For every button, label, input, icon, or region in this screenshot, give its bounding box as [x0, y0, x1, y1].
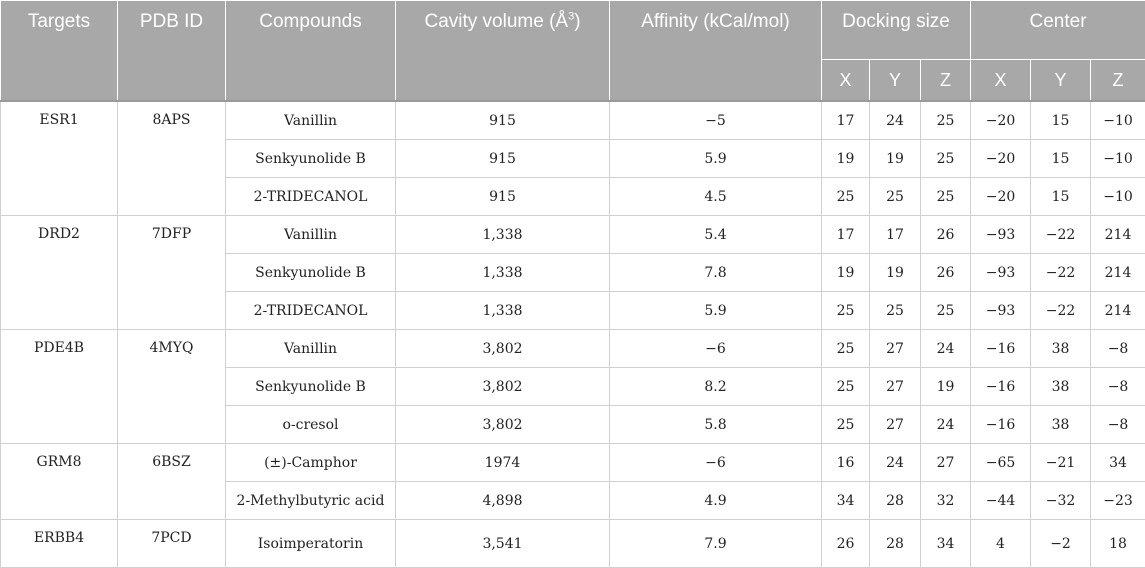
compound-cell: (±)-Camphor — [226, 444, 396, 482]
docking-size-z-cell: 25 — [921, 178, 971, 216]
cavity-volume-cell: 3,541 — [396, 520, 610, 568]
center-y-cell: −21 — [1031, 444, 1091, 482]
cavity-volume-cell: 915 — [396, 178, 610, 216]
pdb-id-cell: 7DFP — [118, 216, 226, 330]
header-center-z: Z — [1091, 60, 1145, 102]
center-x-cell: −93 — [971, 216, 1031, 254]
affinity-cell: 5.9 — [610, 292, 822, 330]
center-y-cell: 38 — [1031, 368, 1091, 406]
docking-size-z-cell: 26 — [921, 216, 971, 254]
center-z-cell: −8 — [1091, 330, 1145, 368]
target-cell: DRD2 — [1, 216, 118, 330]
docking-size-z-cell: 32 — [921, 482, 971, 520]
center-x-cell: −16 — [971, 406, 1031, 444]
center-z-cell: 34 — [1091, 444, 1145, 482]
compound-cell: 2-TRIDECANOL — [226, 178, 396, 216]
cavity-volume-cell: 3,802 — [396, 368, 610, 406]
docking-size-y-cell: 17 — [870, 216, 921, 254]
table-header — [1, 1, 1145, 102]
center-y-cell: −2 — [1031, 520, 1091, 568]
center-x-cell: 4 — [971, 520, 1031, 568]
center-z-cell: 214 — [1091, 216, 1145, 254]
affinity-cell: 5.9 — [610, 140, 822, 178]
center-z-cell: −23 — [1091, 482, 1145, 520]
docking-size-z-cell: 25 — [921, 101, 971, 140]
center-z-cell: −10 — [1091, 101, 1145, 140]
compound-cell: Senkyunolide B — [226, 254, 396, 292]
header-compounds: Compounds — [226, 1, 396, 102]
center-z-cell: −8 — [1091, 406, 1145, 444]
docking-size-z-cell: 25 — [921, 140, 971, 178]
center-y-cell: −22 — [1031, 254, 1091, 292]
docking-size-x-cell: 25 — [822, 406, 870, 444]
cavity-volume-cell: 1,338 — [396, 254, 610, 292]
center-x-cell: −20 — [971, 101, 1031, 140]
affinity-cell: 4.5 — [610, 178, 822, 216]
table-row — [1, 444, 1145, 482]
affinity-cell: 8.2 — [610, 368, 822, 406]
header-cavity-close: ) — [574, 11, 580, 32]
center-z-cell: −10 — [1091, 140, 1145, 178]
header-pdb-id: PDB ID — [118, 1, 226, 102]
docking-size-z-cell: 19 — [921, 368, 971, 406]
center-x-cell: −20 — [971, 140, 1031, 178]
pdb-id-cell: 8APS — [118, 101, 226, 216]
compound-cell: 2-Methylbutyric acid — [226, 482, 396, 520]
docking-size-y-cell: 19 — [870, 254, 921, 292]
center-y-cell: 38 — [1031, 406, 1091, 444]
affinity-cell: 5.4 — [610, 216, 822, 254]
docking-size-y-cell: 28 — [870, 482, 921, 520]
docking-size-x-cell: 25 — [822, 178, 870, 216]
target-cell: ESR1 — [1, 101, 118, 216]
cavity-volume-cell: 1,338 — [396, 216, 610, 254]
docking-size-y-cell: 27 — [870, 368, 921, 406]
affinity-cell: 5.8 — [610, 406, 822, 444]
docking-size-y-cell: 24 — [870, 444, 921, 482]
docking-size-y-cell: 19 — [870, 140, 921, 178]
cavity-volume-cell: 1,338 — [396, 292, 610, 330]
table-row — [1, 330, 1145, 368]
center-z-cell: −10 — [1091, 178, 1145, 216]
header-affinity: Affinity (kCal/mol) — [610, 1, 822, 102]
compound-cell: Vanillin — [226, 216, 396, 254]
affinity-cell: 7.8 — [610, 254, 822, 292]
cavity-volume-cell: 4,898 — [396, 482, 610, 520]
target-cell: PDE4B — [1, 330, 118, 444]
center-x-cell: −16 — [971, 368, 1031, 406]
center-x-cell: −20 — [971, 178, 1031, 216]
center-z-cell: −8 — [1091, 368, 1145, 406]
cavity-volume-cell: 3,802 — [396, 406, 610, 444]
header-targets: Targets — [1, 1, 118, 102]
center-z-cell: 214 — [1091, 254, 1145, 292]
compound-cell: Senkyunolide B — [226, 140, 396, 178]
header-docking-size: Docking size — [822, 1, 971, 60]
docking-size-x-cell: 25 — [822, 368, 870, 406]
docking-size-y-cell: 27 — [870, 406, 921, 444]
compound-cell: 2-TRIDECANOL — [226, 292, 396, 330]
cavity-volume-cell: 3,802 — [396, 330, 610, 368]
docking-size-x-cell: 34 — [822, 482, 870, 520]
pdb-id-cell: 4MYQ — [118, 330, 226, 444]
header-cavity-superscript: 3 — [568, 11, 574, 23]
center-y-cell: −32 — [1031, 482, 1091, 520]
center-y-cell: 15 — [1031, 178, 1091, 216]
table-row — [1, 101, 1145, 140]
docking-size-y-cell: 25 — [870, 178, 921, 216]
center-x-cell: −44 — [971, 482, 1031, 520]
header-cavity-text: Cavity volume (Å — [424, 11, 568, 32]
affinity-cell: 7.9 — [610, 520, 822, 568]
header-size-x: X — [822, 60, 870, 102]
docking-size-x-cell: 16 — [822, 444, 870, 482]
compound-cell: o-cresol — [226, 406, 396, 444]
docking-size-x-cell: 25 — [822, 330, 870, 368]
cavity-volume-cell: 915 — [396, 140, 610, 178]
center-x-cell: −65 — [971, 444, 1031, 482]
center-y-cell: −22 — [1031, 216, 1091, 254]
affinity-cell: −6 — [610, 444, 822, 482]
affinity-cell: 4.9 — [610, 482, 822, 520]
center-z-cell: 214 — [1091, 292, 1145, 330]
docking-size-x-cell: 26 — [822, 520, 870, 568]
docking-size-z-cell: 24 — [921, 406, 971, 444]
center-y-cell: −22 — [1031, 292, 1091, 330]
docking-size-z-cell: 27 — [921, 444, 971, 482]
pdb-id-cell: 6BSZ — [118, 444, 226, 520]
table-row — [1, 520, 1145, 568]
center-y-cell: 15 — [1031, 140, 1091, 178]
docking-size-y-cell: 28 — [870, 520, 921, 568]
docking-size-y-cell: 25 — [870, 292, 921, 330]
center-x-cell: −93 — [971, 292, 1031, 330]
center-x-cell: −16 — [971, 330, 1031, 368]
docking-size-x-cell: 19 — [822, 140, 870, 178]
header-size-z: Z — [921, 60, 971, 102]
compound-cell: Vanillin — [226, 330, 396, 368]
compound-cell: Vanillin — [226, 101, 396, 140]
header-size-y: Y — [870, 60, 921, 102]
docking-size-x-cell: 17 — [822, 216, 870, 254]
affinity-cell: −5 — [610, 101, 822, 140]
affinity-cell: −6 — [610, 330, 822, 368]
compound-cell: Isoimperatorin — [226, 520, 396, 568]
target-cell: ERBB4 — [1, 520, 118, 568]
table-row — [1, 216, 1145, 254]
docking-size-x-cell: 17 — [822, 101, 870, 140]
header-center-x: X — [971, 60, 1031, 102]
docking-size-y-cell: 27 — [870, 330, 921, 368]
cavity-volume-cell: 915 — [396, 101, 610, 140]
docking-size-z-cell: 34 — [921, 520, 971, 568]
header-center: Center — [971, 1, 1145, 60]
docking-size-z-cell: 26 — [921, 254, 971, 292]
docking-size-y-cell: 24 — [870, 101, 921, 140]
compound-cell: Senkyunolide B — [226, 368, 396, 406]
center-x-cell: −93 — [971, 254, 1031, 292]
target-cell: GRM8 — [1, 444, 118, 520]
table-body — [1, 101, 1145, 568]
header-cavity-volume — [396, 1, 610, 102]
docking-size-z-cell: 25 — [921, 292, 971, 330]
docking-size-x-cell: 19 — [822, 254, 870, 292]
pdb-id-cell: 7PCD — [118, 520, 226, 568]
center-y-cell: 15 — [1031, 101, 1091, 140]
header-center-y: Y — [1031, 60, 1091, 102]
docking-size-z-cell: 24 — [921, 330, 971, 368]
center-z-cell: 18 — [1091, 520, 1145, 568]
center-y-cell: 38 — [1031, 330, 1091, 368]
docking-size-x-cell: 25 — [822, 292, 870, 330]
cavity-volume-cell: 1974 — [396, 444, 610, 482]
